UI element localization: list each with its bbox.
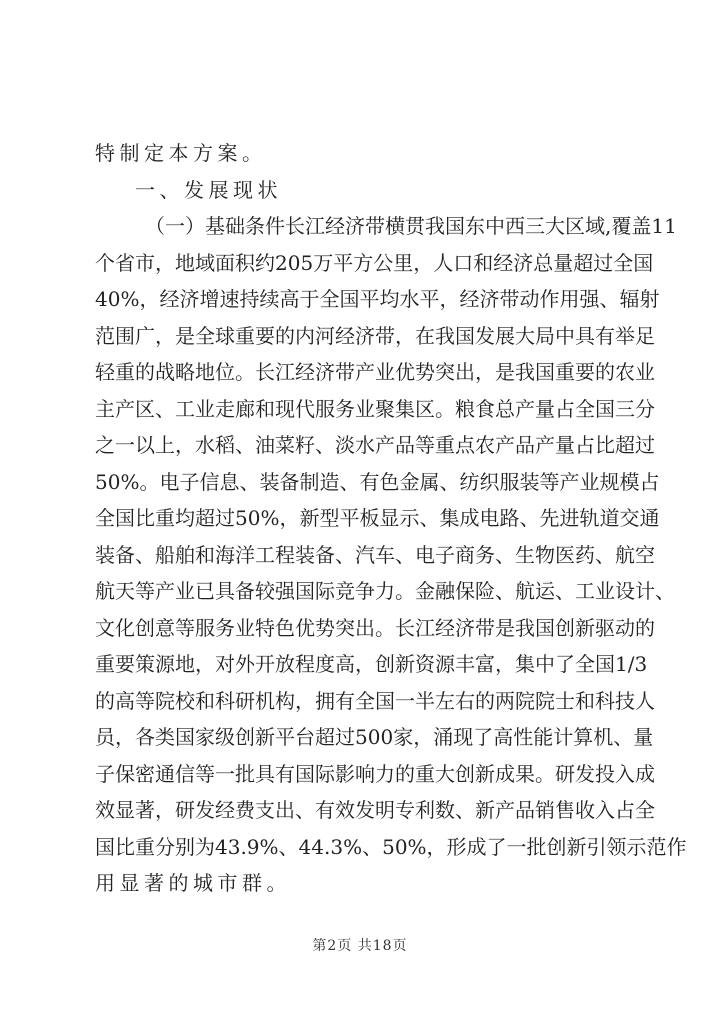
paragraph-line: 50% 。 电 子 信 息 、 装 备 制 造 、 有 色 金 属 、 纺 织 服 装 等 产 业 规 模 占 <box>95 470 660 494</box>
paragraph-line: 员 ， 各 类 国 家 级 创 新 平 台 超 过 500 家 ， 涌 现 了 高 性 能 计 算 机 、 量 <box>95 725 654 749</box>
paragraph-line: 个 省 市 ， 地 域 面 积 约 205 万 平 方 公 里 ， 人 口 和 经 济 总 量 超 过 全 国 <box>95 251 654 275</box>
paragraph-line: 40% ， 经 济 增 速 持 续 高 于 全 国 平 均 水 平 ， 经 济 带 动 作 用 强 、 辐 射 <box>95 287 660 311</box>
paragraph-line: 效 显 著 ， 研 发 经 费 支 出 、 有 效 发 明 专 利 数 、 新 产 品 销 售 收 入 占 全 <box>95 798 655 822</box>
paragraph-line: 国 比 重 分 别 为 43.9% 、 44.3% 、 50% ， 形 成 了 一 批 创 新 引 领 示 范 作 <box>95 835 687 859</box>
paragraph-line: 文 化 创 意 等 服 务 业 特 色 优 势 突 出 。 长 江 经 济 带 是 我 国 创 新 驱 动 的 <box>95 616 655 640</box>
paragraph-line: 的 高 等 院 校 和 科 研 机 构 ， 拥 有 全 国 一 半 左 右 的 两 院 院 士 和 科 技 人 <box>95 689 655 713</box>
paragraph-line: 重 要 策 源 地 ， 对 外 开 放 程 度 高 ， 创 新 资 源 丰 富 ， 集 中 了 全 国 1/3 <box>95 652 648 676</box>
paragraph-line: 航 天 等 产 业 已 具 备 较 强 国 际 竞 争 力 。 金 融 保 险 、 航 运 、 工 业 设 计 、 <box>95 579 675 603</box>
paragraph-line-intro: 特制定本方案。 <box>95 141 267 165</box>
page-number-footer: 第2页 共18页 <box>312 938 408 954</box>
paragraph-line: 轻 重 的 战 略 地 位 。 长 江 经 济 带 产 业 优 势 突 出 ， 是 我 国 重 要 的 农 业 <box>95 360 655 384</box>
paragraph-line-last: 用显著的城市群。 <box>95 871 291 895</box>
paragraph-line: 范 围 广 ， 是 全 球 重 要 的 内 河 经 济 带 ， 在 我 国 发 展 大 局 中 具 有 举 足 <box>95 324 655 348</box>
paragraph-line: （ 一 ） 基 础 条 件 长 江 经 济 带 横 贯 我 国 东 中 西 三 大 区 域 , 覆 盖 11 <box>145 214 677 238</box>
paragraph-line: 子 保 密 通 信 等 一 批 具 有 国 际 影 响 力 的 重 大 创 新 成 果 。 研 发 投 入 成 <box>95 762 655 786</box>
paragraph-line: 全 国 比 重 均 超 过 50% ， 新 型 平 板 显 示 、 集 成 电 路 、 先 进 轨 道 交 通 <box>95 506 660 530</box>
paragraph-line: 主 产 区 、 工 业 走 廊 和 现 代 服 务 业 聚 集 区 。 粮 食 总 产 量 占 全 国 三 分 <box>95 397 655 421</box>
paragraph-line: 装 备 、 船 舶 和 海 洋 工 程 装 备 、 汽 车 、 电 子 商 务 、 生 物 医 药 、 航 空 <box>95 543 655 567</box>
section-heading: 一、发展现状 <box>135 178 282 202</box>
paragraph-line: 之 一 以 上 ， 水 稻 、 油 菜 籽 、 淡 水 产 品 等 重 点 农 产 品 产 量 占 比 超 过 <box>95 433 655 457</box>
